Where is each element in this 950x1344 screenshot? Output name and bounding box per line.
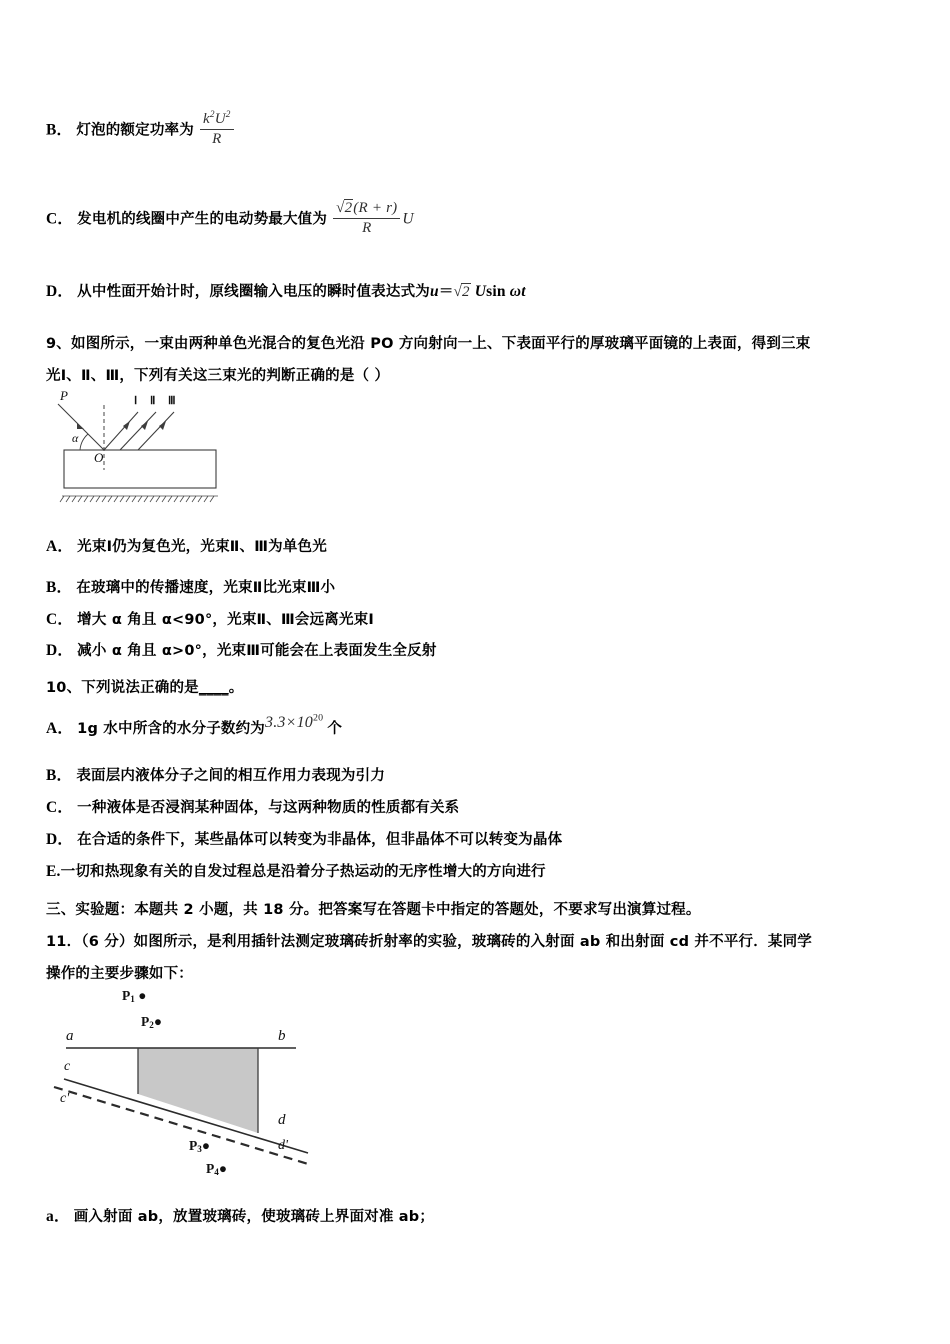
option-9-B (46, 576, 335, 600)
vertex-label-b: b (278, 1028, 286, 1044)
label-O: O (94, 450, 104, 465)
label-ray-III: Ⅲ (168, 395, 176, 407)
option-10-B (46, 764, 385, 788)
option-text: 增大 α 角且 α<90°，光束Ⅱ、Ⅲ会远离光束Ⅰ (77, 612, 374, 628)
vertex-label-d-prime: d' (278, 1138, 288, 1153)
ray-II-arrow (141, 421, 148, 430)
option-label: E. (46, 863, 61, 880)
vertex-label-c: c (64, 1059, 71, 1074)
option-9-A (46, 535, 327, 559)
option-label: D． (46, 283, 74, 300)
option-text: 光束Ⅰ仍为复色光，光束Ⅱ、Ⅲ为单色光 (77, 539, 327, 555)
fraction-numerator: $k^2U^2$ (200, 110, 234, 130)
formula-sqrt2-rpr-over-r (333, 200, 400, 238)
option-label: A． (46, 538, 74, 555)
angle-alpha-arc (80, 434, 88, 450)
formula-k2u2-over-r (200, 110, 234, 149)
question-9-stem-line-1 (46, 334, 810, 356)
option-label: C． (46, 611, 74, 628)
fraction-numerator: √2(R + r) (333, 200, 400, 219)
option-text-after: 个 (327, 721, 343, 737)
option-text: 在合适的条件下，某些晶体可以转变为非晶体，但非晶体不可以转变为晶体 (77, 832, 563, 848)
figure-reflection-refraction (46, 388, 256, 508)
fraction-denominator: R (212, 131, 222, 148)
option-text: 发电机的线圈中产生的电动势最大值为 (77, 211, 328, 228)
question-stem-text-cont: 操作的主要步骤如下： (46, 966, 193, 982)
fraction-denominator: R (362, 220, 372, 237)
option-8-B (46, 110, 236, 149)
option-10-E (46, 860, 546, 884)
option-text: 减小 α 角且 α>0°，光束Ⅲ可能会在上表面发生全反射 (77, 643, 437, 659)
pin-label-P1: $P_1$ ● (122, 988, 147, 1004)
option-text-before: 1g 水中所含的水分子数约为 (77, 721, 265, 737)
question-11-stem-line-2 (46, 964, 193, 986)
question-points: （6 分） (81, 934, 134, 950)
ground-hatching (60, 496, 218, 502)
ray-II-line (120, 412, 156, 450)
option-label: B． (46, 579, 73, 596)
pin-label-P2: $P_2●$ (141, 1014, 162, 1030)
question-stem-text: 如图所示，一束由两种单色光混合的复色光沿 PO 方向射向一上、下表面平行的厚玻璃平面镜的上表面，得到三束 (71, 336, 811, 352)
label-ray-II: Ⅱ (150, 395, 156, 407)
ray-III-line (138, 412, 174, 450)
section-3-heading (46, 900, 701, 922)
option-text: 表面层内液体分子之间的相互作用力表现为引力 (76, 768, 386, 784)
option-10-C (46, 796, 459, 820)
option-label: D． (46, 831, 74, 848)
step-label: a． (46, 1208, 70, 1225)
option-label: D． (46, 642, 74, 659)
question-stem-tail: 。 (228, 680, 244, 696)
option-text: 一种液体是否浸润某种固体，与这两种物质的性质都有关系 (77, 800, 460, 816)
step-text: 画入射面 ab，放置玻璃砖，使玻璃砖上界面对准 ab； (73, 1209, 435, 1225)
formula-tail-U: U (402, 210, 414, 228)
sqrt-2-symbol: √2 (453, 284, 470, 300)
question-9-stem-line-2 (46, 366, 389, 388)
ray-I-line (104, 412, 138, 450)
question-stem-text: 如图所示，是利用插针法测定玻璃砖折射率的实验，玻璃砖的入射面 ab 和出射面 cd 并不平行．某同学 (133, 934, 812, 950)
question-number: 9、 (46, 336, 71, 352)
option-10-A (46, 712, 343, 741)
label-ray-I: Ⅰ (134, 395, 138, 407)
option-text: 一切和热现象有关的自发过程总是沿着分子热运动的无序性增大的方向进行 (60, 864, 546, 880)
option-10-D (46, 828, 562, 852)
option-text: 从中性面开始计时，原线圈输入电压的瞬时值表达式为 (77, 284, 430, 300)
vertex-label-c-prime: c' (60, 1091, 70, 1106)
ray-I-arrow (123, 421, 130, 430)
option-9-C (46, 608, 374, 632)
glass-block-rect (64, 450, 216, 488)
option-8-C (46, 200, 414, 238)
vertex-label-a: a (66, 1028, 74, 1044)
vertex-label-d: d (278, 1112, 286, 1128)
ray-III-arrow (159, 421, 166, 430)
question-number: 10、 (46, 680, 82, 696)
question-11-stem-line-1 (46, 932, 812, 954)
formula-usin-omega-t: U (474, 283, 487, 300)
option-8-D: D． 从中性面开始计时，原线圈输入电压的瞬时值表达式为u＝√2 Usin ωt (46, 280, 526, 304)
option-9-D (46, 639, 437, 663)
question-number: 11． (46, 934, 82, 950)
question-stem-text: 下列说法正确的是 (81, 680, 199, 696)
option-label: A． (46, 720, 74, 737)
section-heading-text: 三、实验题：本题共 2 小题，共 18 分。把答案写在答题卡中指定的答题处，不要求写出演算过程。 (46, 902, 701, 918)
answer-blank[interactable]: ____ (198, 680, 229, 696)
option-label: B． (46, 767, 73, 784)
label-alpha: α (72, 431, 79, 445)
pin-label-P4: $P_4●$ (206, 1161, 227, 1177)
option-text: 灯泡的额定功率为 (76, 122, 194, 139)
pin-label-P3: $P_3●$ (189, 1138, 210, 1154)
label-P: P (60, 388, 68, 403)
option-label: C． (46, 799, 74, 816)
question-10-stem (46, 676, 243, 700)
option-label: B． (46, 121, 73, 139)
formula-molecule-count: $3.3\times 10^{20}$ (265, 712, 324, 731)
figure-glass-brick-pins (46, 986, 346, 1184)
glass-brick-diagram-svg (46, 986, 346, 1184)
option-label: C． (46, 210, 74, 228)
question-11-step-a (46, 1205, 434, 1229)
question-stem-text-cont: 光Ⅰ、Ⅱ、Ⅲ，下列有关这三束光的判断正确的是（ ） (46, 368, 390, 384)
option-text: 在玻璃中的传播速度，光束Ⅱ比光束Ⅲ小 (76, 580, 336, 596)
